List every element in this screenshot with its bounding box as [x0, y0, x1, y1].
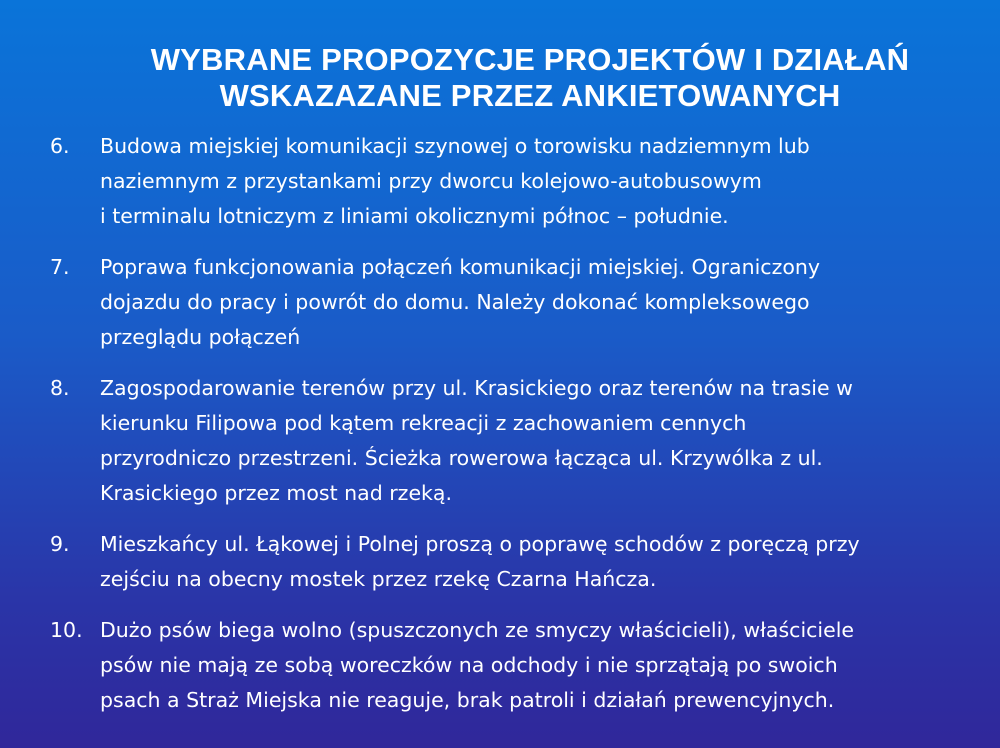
list-item-line: dojazdu do pracy i powrót do domu. Należy dokonać kompleksowego [100, 290, 810, 314]
slide-title-line-2: WSKAZAZANE PRZEZ ANKIETOWANYCH [219, 78, 841, 113]
list-item-text [100, 129, 980, 234]
proposal-list [50, 129, 980, 734]
list-item-number: 8. [50, 376, 70, 400]
list-item-line: Budowa miejskiej komunikacji szynowej o torowisku nadziemnym lub [100, 134, 810, 158]
list-item-line: kierunku Filipowa pod kątem rekreacji z zachowaniem cennych [100, 411, 747, 435]
list-item-line: zejściu na obecny mostek przez rzekę Czarna Hańcza. [100, 567, 657, 591]
list-item-text [100, 250, 980, 355]
list-item-line: Zagospodarowanie terenów przy ul. Krasickiego oraz terenów na trasie w [100, 376, 853, 400]
list-item [50, 527, 980, 597]
list-item [50, 250, 980, 355]
list-item-number: 10. [50, 618, 83, 642]
list-item-line: psach a Straż Miejska nie reaguje, brak patroli i działań prewencyjnych. [100, 688, 835, 712]
list-item-line: przyrodniczo przestrzeni. Ścieżka rowerowa łącząca ul. Krzywólka z ul. [100, 446, 823, 470]
list-item-text [100, 527, 980, 597]
list-item-line: naziemnym z przystankami przy dworcu kolejowo-autobusowym [100, 169, 762, 193]
list-item-line: psów nie mają ze sobą woreczków na odchody i nie sprzątają po swoich [100, 653, 838, 677]
list-item-text [100, 371, 980, 511]
list-item-text [100, 613, 980, 718]
list-item-line: Poprawa funkcjonowania połączeń komunikacji miejskiej. Ograniczony [100, 255, 821, 279]
list-item-line: Krasickiego przez most nad rzeką. [100, 481, 453, 505]
list-item [50, 129, 980, 234]
list-item [50, 613, 980, 718]
list-item [50, 371, 980, 511]
slide-title-line-1: WYBRANE PROPOZYCJE PROJEKTÓW I DZIAŁAŃ [150, 42, 910, 77]
list-item-line: Mieszkańcy ul. Łąkowej i Polnej proszą o poprawę schodów z poręczą przy [100, 532, 860, 556]
list-item-line: Dużo psów biega wolno (spuszczonych ze smyczy właścicieli), właściciele [100, 618, 855, 642]
list-item-number: 7. [50, 255, 70, 279]
list-item-line: przeglądu połączeń [100, 325, 301, 349]
list-item-number: 6. [50, 134, 70, 158]
list-item-number: 9. [50, 532, 70, 556]
list-item-line: i terminalu lotniczym z liniami okolicznymi północ – południe. [100, 204, 729, 228]
slide-title [0, 42, 1000, 114]
